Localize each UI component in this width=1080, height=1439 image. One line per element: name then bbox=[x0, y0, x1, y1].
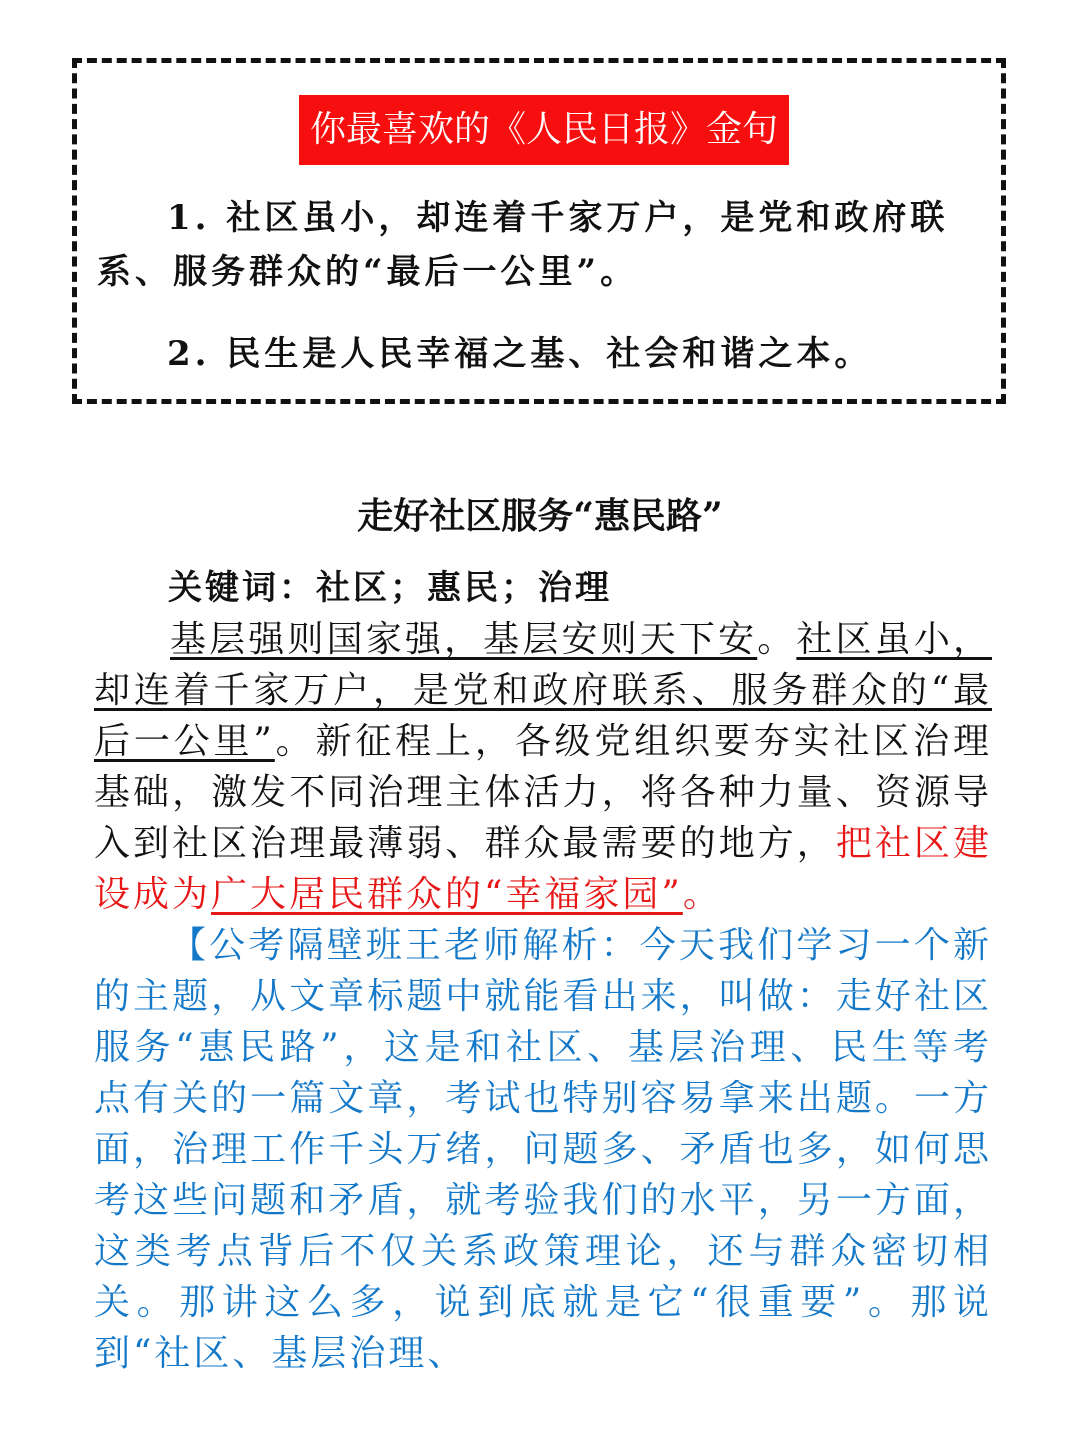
highlighted-phrase: 把社区建设成为 bbox=[94, 823, 992, 915]
quote-item: 2. 民生是人民幸福之基、社会和谐之本。 bbox=[167, 334, 873, 374]
quote-banner: 你最喜欢的《人民日报》金句 bbox=[299, 95, 789, 165]
underlined-phrase: 基层强则国家强，基层安则天下安 bbox=[170, 619, 758, 660]
keywords-line: 关键词：社区；惠民；治理 bbox=[168, 568, 612, 608]
highlighted-punctuation: 。 bbox=[682, 874, 722, 915]
quote-item: 1. 社区虽小，却连着千家万户，是党和政府联系、服务群众的“最后一公里”。 bbox=[97, 198, 949, 292]
underlined-phrase: 社区虽小，却连着千家万户，是党和政府联系、服务群众的“最后一公里” bbox=[94, 619, 992, 762]
quote-box bbox=[72, 58, 1006, 404]
analysis-paragraph: 【公考隔壁班王老师解析：今天我们学习一个新的主题，从文章标题中就能看出来，叫做：走好社区服务“惠民路”，这是和社区、基层治理、民生等考点有关的一篇文章，考试也特别容易拿来出题。一方面，治理工作千头万绪，问题多、矛盾也多，如何思考这些问题和矛盾，就考验我们的水平，另一方面，这类考点背后不仅关系政策理论，还与群众密切相关。那讲这么多，说到底就是它“很重要”。那说到“社区、基层治理、 bbox=[94, 925, 992, 1374]
paragraph-text: 。 bbox=[757, 619, 797, 660]
article-title: 走好社区服务“惠民路” bbox=[357, 495, 723, 537]
highlighted-underlined-phrase: 广大居民群众的“幸福家园” bbox=[211, 874, 683, 915]
article-paragraph bbox=[94, 614, 992, 920]
paragraph-text: 。新征程上，各级党组织要夯实社区治理基础，激发不同治理主体活力，将各种力量、资源导入到社区治理最薄弱、群众最需要的地方， bbox=[94, 721, 992, 864]
